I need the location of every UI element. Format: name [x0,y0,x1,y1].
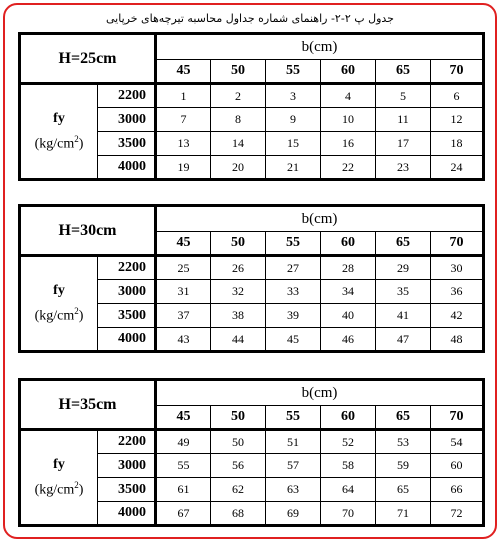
table-row [20,256,484,280]
b-column-header: 55 [266,232,321,256]
b-column-header: 70 [431,406,484,430]
b-column-header: 60 [321,60,376,84]
table-number-cell: 32 [211,280,266,304]
height-label: H=25cm [20,34,156,84]
b-column-header: 60 [321,406,376,430]
table-number-cell: 56 [211,454,266,478]
b-column-header: 60 [321,232,376,256]
b-column-header: 45 [156,232,211,256]
fy-value: 3500 [98,478,156,502]
fy-value: 3000 [98,108,156,132]
b-column-header: 65 [376,406,431,430]
table-number-cell: 3 [266,84,321,108]
table-number-cell: 61 [156,478,211,502]
fy-value: 3000 [98,280,156,304]
fy-value: 3500 [98,304,156,328]
table-number-cell: 67 [156,502,211,526]
b-column-header: 50 [211,60,266,84]
table-number-cell: 4 [321,84,376,108]
table-number-cell: 9 [266,108,321,132]
table-number-cell: 69 [266,502,321,526]
table-number-cell: 48 [431,328,484,352]
table-number-cell: 27 [266,256,321,280]
lookup-table-1 [18,32,485,181]
b-column-header: 70 [431,60,484,84]
b-column-header: 55 [266,406,321,430]
table-number-cell: 19 [156,156,211,180]
table-number-cell: 8 [211,108,266,132]
table-number-cell: 2 [211,84,266,108]
b-column-header: 55 [266,60,321,84]
b-column-header: 65 [376,60,431,84]
table-number-cell: 50 [211,430,266,454]
fy-label: fy $(kg/cm^2)$ [20,430,98,526]
table-number-cell: 25 [156,256,211,280]
table-number-cell: 40 [321,304,376,328]
table-number-cell: 29 [376,256,431,280]
table-row [20,430,484,454]
table-number-cell: 47 [376,328,431,352]
table-number-cell: 6 [431,84,484,108]
table-number-cell: 17 [376,132,431,156]
table-number-cell: 26 [211,256,266,280]
table-number-cell: 37 [156,304,211,328]
table-number-cell: 13 [156,132,211,156]
table-number-cell: 71 [376,502,431,526]
fy-label: fy $(kg/cm^2)$ [20,84,98,180]
table-number-cell: 65 [376,478,431,502]
fy-value: 2200 [98,256,156,280]
table-number-cell: 21 [266,156,321,180]
table-number-cell: 55 [156,454,211,478]
fy-value: 4000 [98,502,156,526]
table-number-cell: 44 [211,328,266,352]
b-header: b(cm) [156,34,484,60]
table-number-cell: 66 [431,478,484,502]
table-number-cell: 34 [321,280,376,304]
table-number-cell: 58 [321,454,376,478]
table-number-cell: 68 [211,502,266,526]
table-number-cell: 54 [431,430,484,454]
table-number-cell: 30 [431,256,484,280]
table-number-cell: 51 [266,430,321,454]
b-column-header: 50 [211,406,266,430]
table-number-cell: 18 [431,132,484,156]
fy-value: 2200 [98,84,156,108]
table-number-cell: 70 [321,502,376,526]
table-number-cell: 7 [156,108,211,132]
b-column-header: 50 [211,232,266,256]
table-number-cell: 45 [266,328,321,352]
b-column-header: 45 [156,60,211,84]
table-number-cell: 15 [266,132,321,156]
fy-value: 3500 [98,132,156,156]
fy-value: 4000 [98,156,156,180]
table-number-cell: 46 [321,328,376,352]
table-number-cell: 60 [431,454,484,478]
lookup-table-2 [18,204,485,353]
table-caption: جدول پ ۲-۲- راهنمای شماره جداول محاسبه تیرچه‌های خرپایی [106,12,394,25]
table-number-cell: 22 [321,156,376,180]
table-number-cell: 42 [431,304,484,328]
height-label: H=35cm [20,380,156,430]
b-header: b(cm) [156,380,484,406]
table-number-cell: 62 [211,478,266,502]
table-number-cell: 72 [431,502,484,526]
table-number-cell: 52 [321,430,376,454]
table-number-cell: 23 [376,156,431,180]
table-number-cell: 43 [156,328,211,352]
table-number-cell: 14 [211,132,266,156]
b-header: b(cm) [156,206,484,232]
b-column-header: 70 [431,232,484,256]
table-number-cell: 41 [376,304,431,328]
table-number-cell: 63 [266,478,321,502]
table-number-cell: 38 [211,304,266,328]
table-number-cell: 49 [156,430,211,454]
table-number-cell: 33 [266,280,321,304]
table-number-cell: 59 [376,454,431,478]
table-number-cell: 1 [156,84,211,108]
table-number-cell: 28 [321,256,376,280]
lookup-table-3 [18,378,485,527]
table-number-cell: 57 [266,454,321,478]
table-number-cell: 53 [376,430,431,454]
fy-value: 3000 [98,454,156,478]
table-number-cell: 12 [431,108,484,132]
table-number-cell: 20 [211,156,266,180]
table-number-cell: 10 [321,108,376,132]
fy-label: fy $(kg/cm^2)$ [20,256,98,352]
table-number-cell: 36 [431,280,484,304]
b-column-header: 65 [376,232,431,256]
table-number-cell: 31 [156,280,211,304]
table-row [20,84,484,108]
fy-value: 4000 [98,328,156,352]
table-number-cell: 5 [376,84,431,108]
table-number-cell: 16 [321,132,376,156]
table-number-cell: 64 [321,478,376,502]
table-number-cell: 39 [266,304,321,328]
height-label: H=30cm [20,206,156,256]
table-number-cell: 24 [431,156,484,180]
fy-value: 2200 [98,430,156,454]
table-number-cell: 35 [376,280,431,304]
b-column-header: 45 [156,406,211,430]
table-number-cell: 11 [376,108,431,132]
